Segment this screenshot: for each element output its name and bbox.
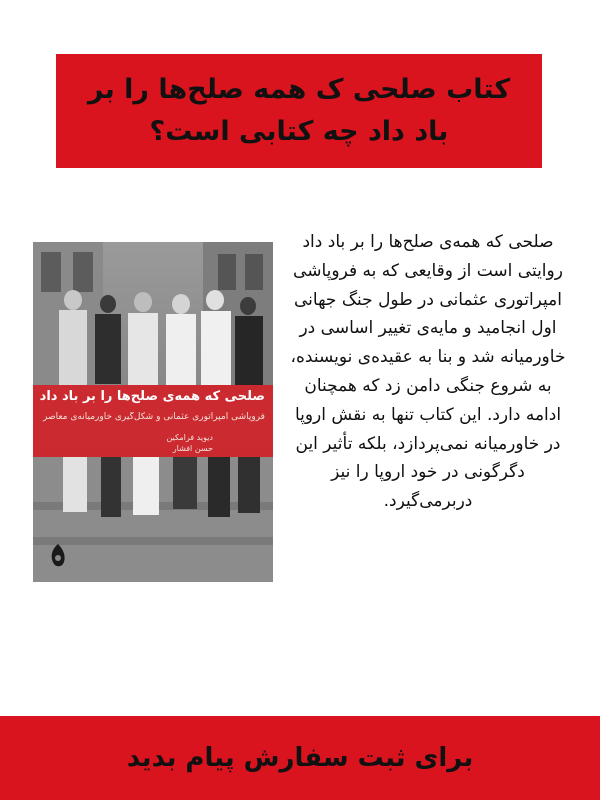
cover-translator: حسن افشار bbox=[172, 444, 213, 453]
footer-banner bbox=[0, 716, 600, 800]
cover-credits bbox=[166, 432, 213, 454]
header-title: کتاب صلحی ک همه صلح‌ها را بر باد داد چه کتابی است؟ bbox=[87, 74, 511, 147]
cover-author: دیوید فرامکین bbox=[166, 433, 213, 442]
order-call-to-action: برای ثبت سفارش پیام بدید bbox=[126, 743, 474, 773]
cover-subtitle: فروپاشی امپراتوری عثمانی و شکل‌گیری خاورمیانه‌ی معاصر bbox=[42, 412, 265, 422]
book-description: صلحی که همه‌ی صلح‌ها را بر باد داد روایتی است از وقایعی که به فروپاشی امپراتوری عثمانی در طول جنگ جهانی اول انجامید و مایه‌ی تغییر اساسی در خاورمیانه شد و بنا به عقیده‌ی نویسنده، به شروع جنگی دامن زد که همچنان ادامه دارد. این کتاب تنها به نقش اروپا در خاورمیانه نمی‌پردازد، بلکه تأثیر این دگرگونی در خود اروپا را نیز دربرمی‌گیرد. bbox=[290, 232, 566, 512]
book-cover-image bbox=[33, 242, 273, 582]
publisher-logo-icon bbox=[47, 542, 69, 568]
cover-title: صلحی که همه‌ی صلح‌ها را بر باد داد bbox=[39, 389, 265, 404]
header-banner bbox=[56, 54, 542, 168]
